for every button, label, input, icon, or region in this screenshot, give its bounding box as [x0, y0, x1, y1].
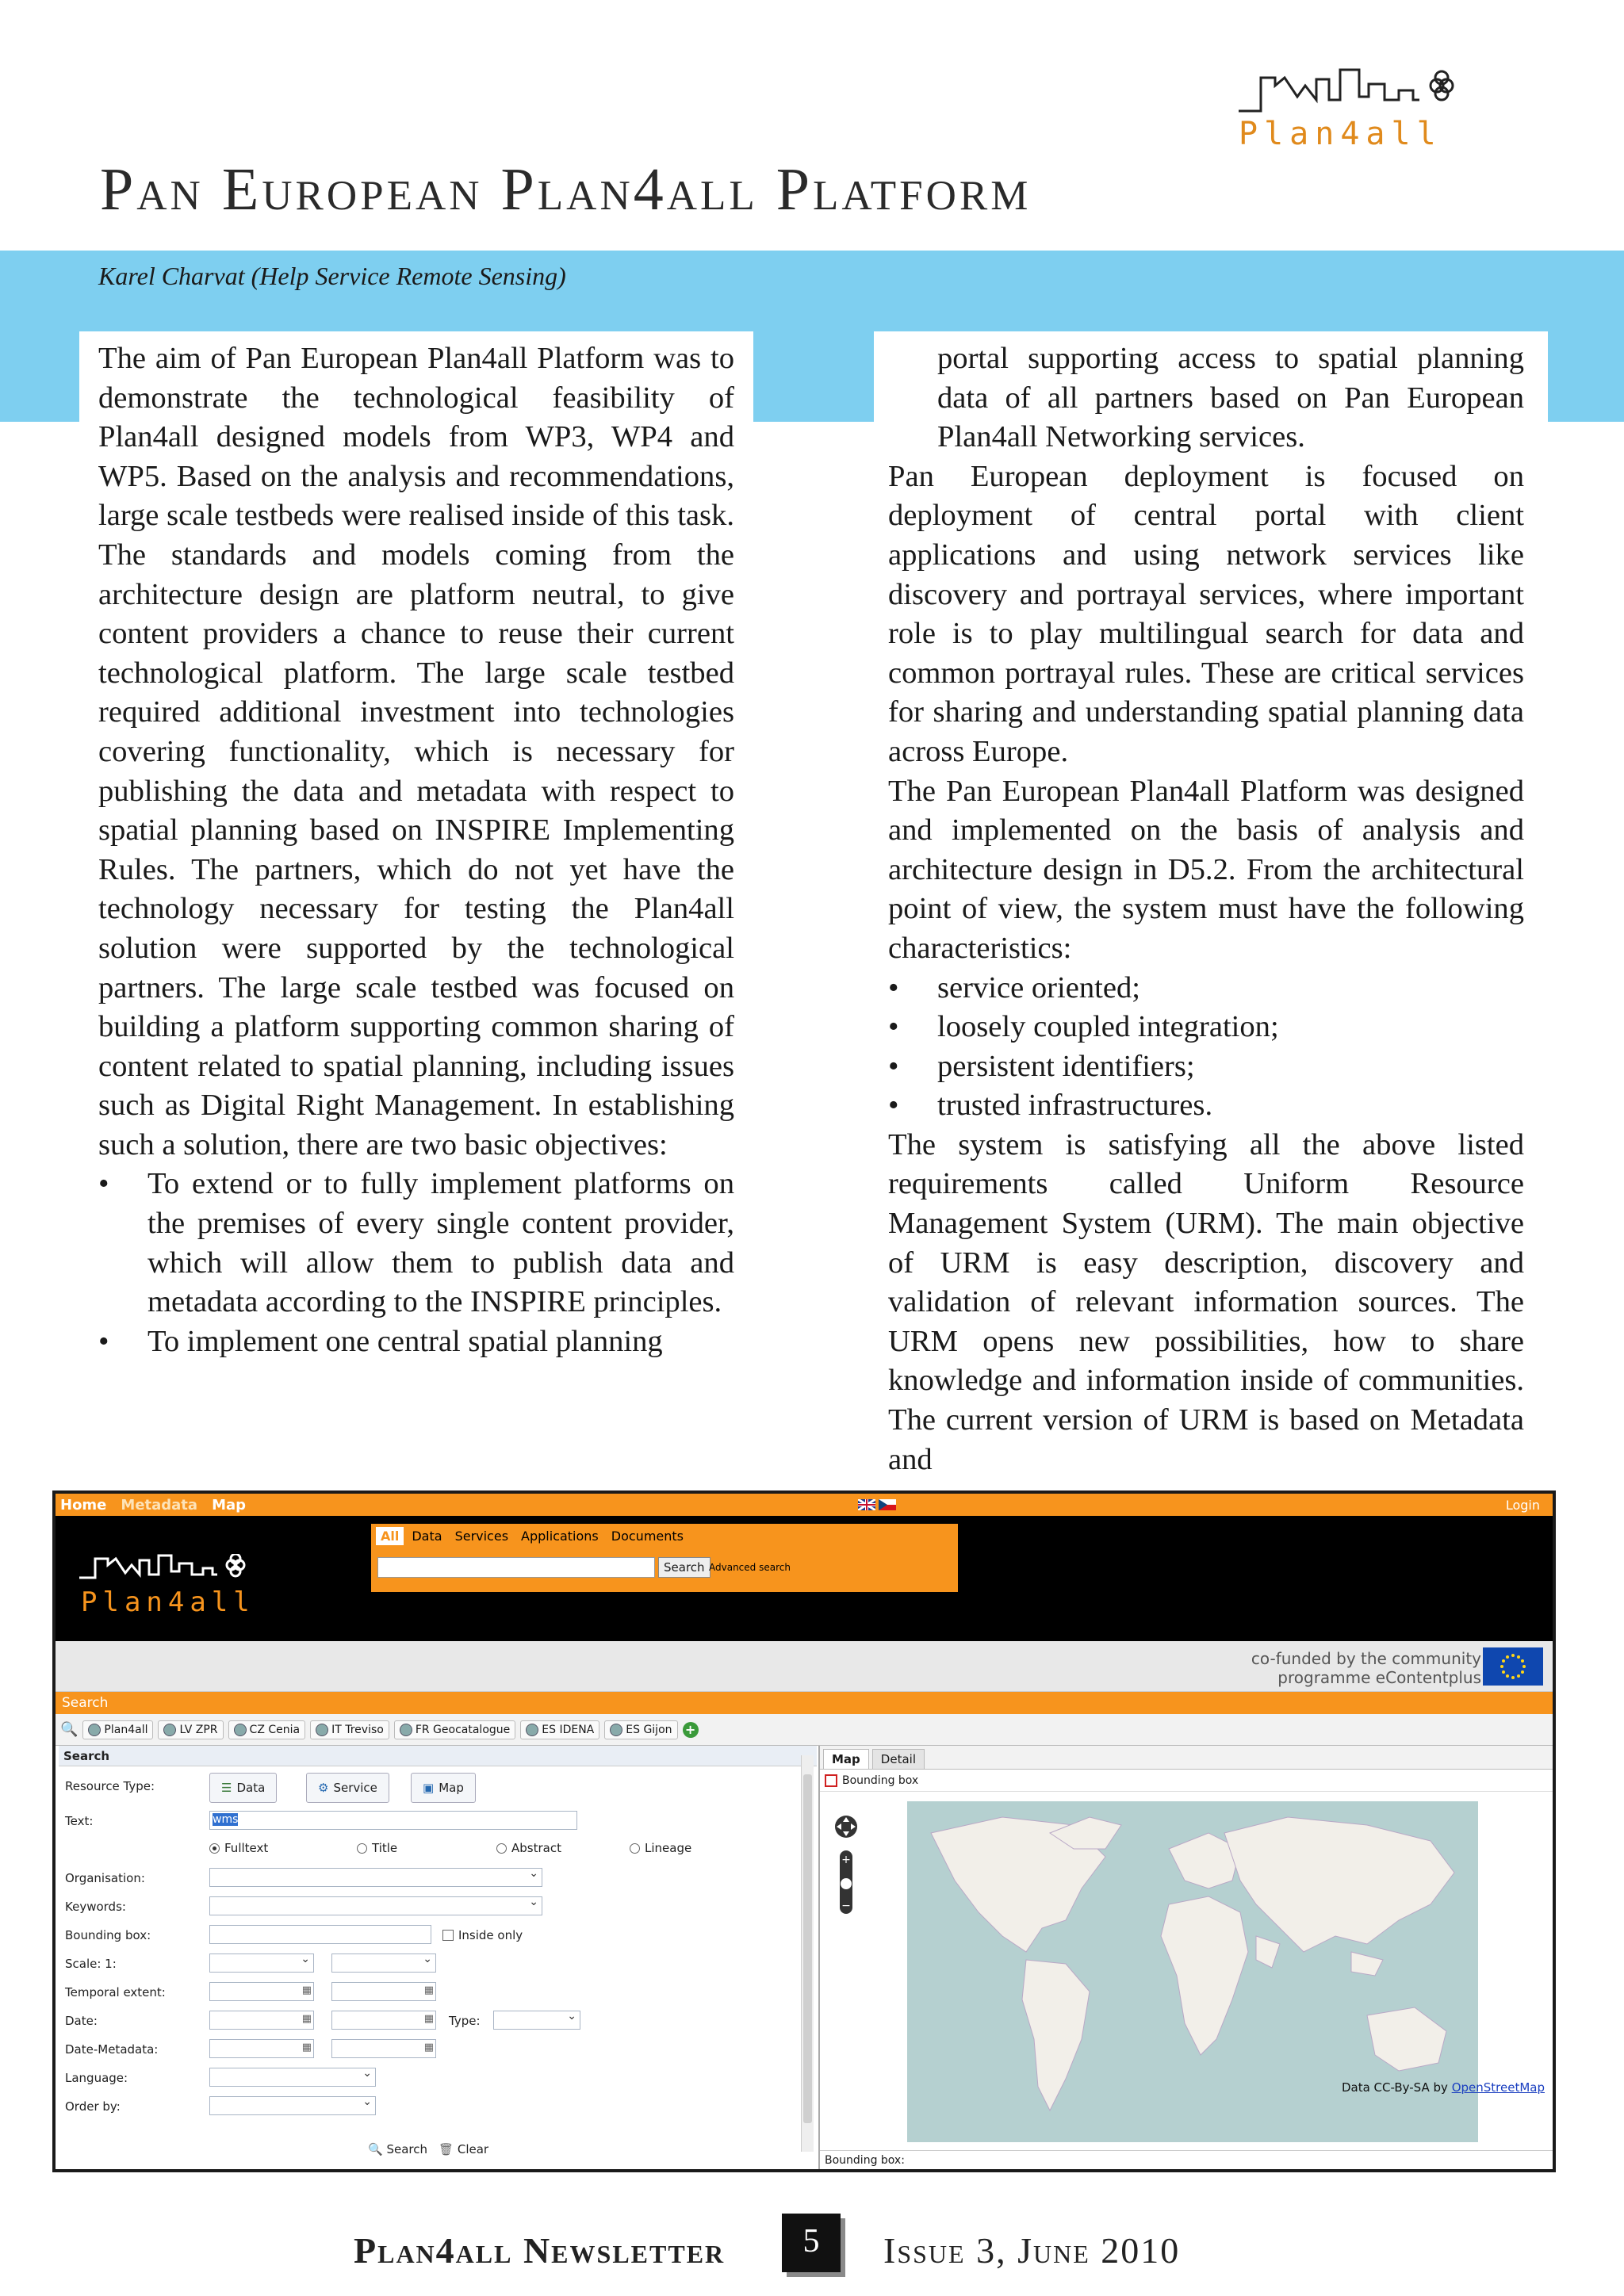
bounding-box-input[interactable]	[209, 1925, 431, 1944]
uk-flag-icon[interactable]	[858, 1499, 875, 1510]
left-paragraph-1: The aim of Pan European Plan4all Platform was to demonstrate the technological feasibility of Plan4all designed models from WP3, WP4 and WP5. Based on the analysis and recommendations, large scale testbeds were realised inside of this task. The standards and models coming from the architecture design are platform neutral, to give content providers a chance to reuse their current technological platform. The large scale testbed required additional investment into technologies covering functionality, which is necessary for publishing the data and metadata with respect to spatial planning based on INSPIRE Implementing Rules. The partners, which do not yet have the technology necessary for testing the Plan4all solution were supported by the technological partners. The large scale testbed was focused on building a platform supporting common sharing of content related to spatial planning, including issues such as Digital Right Management. In establishing such a solution, there are two basic objectives:	[98, 342, 734, 1161]
svg-text:−: −	[841, 1900, 851, 1912]
date-to-input[interactable]	[331, 2011, 436, 2030]
form-actions	[368, 2142, 488, 2156]
right-bullet-3: • persistent identifiers;	[888, 1049, 1195, 1083]
temporal-extent-label: Temporal extent:	[65, 1985, 166, 1999]
nav-home[interactable]: Home	[60, 1496, 107, 1513]
search-section-bar: Search	[56, 1692, 1553, 1714]
globe-icon	[163, 1724, 176, 1736]
right-paragraph-3: The system is satisfying all the above listed requirements called Uniform Resource Management System (URM). The main objective of URM is easy description, discovery and validation of relevant information sources. The URM opens new possibilities, how to share knowledge and information inside of communities. The current version of URM is based on Metadata and	[888, 1127, 1524, 1476]
tab-detail[interactable]: Detail	[872, 1749, 925, 1769]
trash-icon: 🗑	[439, 2142, 454, 2156]
search-form-heading: Search	[59, 1746, 817, 1766]
catalogue-plan4all[interactable]: Plan4all	[82, 1720, 153, 1739]
right-bullet-4: • trusted infrastructures.	[888, 1089, 1213, 1123]
catalogue-es-idena[interactable]: ES IDENA	[520, 1720, 599, 1739]
portal-search-box	[371, 1524, 958, 1592]
right-paragraph-2: The Pan European Plan4all Platform was designed and implemented on the basis of analysis and architecture design in D5.2. From the architectural point of view, the system must have the following characteristics:	[888, 774, 1524, 965]
bounding-box-label: Bounding box:	[65, 1928, 151, 1942]
resource-type-label: Resource Type:	[65, 1779, 155, 1793]
add-catalogue-icon[interactable]: +	[683, 1722, 699, 1738]
inside-only-checkbox[interactable]: Inside only	[442, 1928, 523, 1942]
svg-text:Plan4all: Plan4all	[81, 1586, 255, 1617]
radio-abstract[interactable]: Abstract	[496, 1841, 561, 1855]
search-tab-documents[interactable]: Documents	[611, 1529, 684, 1544]
date-metadata-to-input[interactable]	[331, 2039, 436, 2058]
bullet-marker: •	[98, 1167, 109, 1201]
temporal-from-input[interactable]	[209, 1982, 314, 2001]
keywords-select[interactable]	[209, 1896, 542, 1915]
advanced-search-link[interactable]: Advanced search	[709, 1562, 791, 1573]
text-label: Text:	[65, 1814, 94, 1828]
right-paragraph-1: Pan European deployment is focused on deployment of central portal with client applications and using network services like discovery and portrayal services, where important role is to play multilingual search for data and common portrayal rules. These are critical services for sharing and understanding spatial planning data across Europe.	[888, 459, 1524, 768]
radio-title[interactable]: Title	[357, 1841, 397, 1855]
map-zoom-control[interactable]	[834, 1811, 858, 1922]
globe-icon	[526, 1724, 538, 1736]
scale-max-select[interactable]	[331, 1954, 436, 1973]
portal-search-input[interactable]	[377, 1557, 655, 1578]
bounding-box-tool[interactable]: Bounding box	[820, 1770, 1553, 1792]
newsletter-name: Plan4all Newsletter	[354, 2230, 726, 2271]
map-footer: Bounding box:	[820, 2150, 1553, 2169]
keywords-label: Keywords:	[65, 1900, 126, 1914]
bullet-marker: •	[98, 1324, 109, 1358]
left-bullet-1: • To extend or to fully implement platforms on the premises of every single content provider, which will allow them to publish data and metadata according to the INSPIRE principles.	[98, 1165, 734, 1322]
search-tab-all[interactable]: All	[376, 1527, 404, 1545]
globe-icon	[234, 1724, 247, 1736]
svg-text:Plan4all: Plan4all	[1239, 116, 1442, 149]
portal-nav-bar	[56, 1494, 1553, 1516]
text-input[interactable]: wms	[209, 1811, 577, 1830]
portal-header	[56, 1516, 1553, 1641]
organisation-label: Organisation:	[65, 1871, 145, 1885]
date-from-input[interactable]	[209, 2011, 314, 2030]
svg-text:+: +	[841, 1854, 851, 1866]
catalogue-cz-cenia[interactable]: CZ Cenia	[228, 1720, 306, 1739]
temporal-to-input[interactable]	[331, 1982, 436, 2001]
right-bullet-2: • loosely coupled integration;	[888, 1010, 1279, 1044]
search-tab-data[interactable]: Data	[412, 1529, 442, 1544]
search-form	[59, 1746, 817, 2169]
bounding-box-icon	[825, 1774, 837, 1787]
scale-min-select[interactable]	[209, 1954, 314, 1973]
resource-map-button[interactable]: ▣ Map	[411, 1773, 476, 1803]
openstreetmap-link[interactable]: OpenStreetMap	[1451, 2080, 1545, 2095]
language-flags[interactable]	[858, 1499, 896, 1510]
gear-icon: ⚙	[318, 1781, 329, 1795]
catalogue-fr-geocatalogue[interactable]: FR Geocatalogue	[394, 1720, 515, 1739]
globe-icon	[316, 1724, 328, 1736]
resource-data-button[interactable]: ☰ Data	[209, 1773, 277, 1803]
globe-icon	[88, 1724, 101, 1736]
catalogue-es-gijon[interactable]: ES Gijon	[604, 1720, 677, 1739]
nav-map[interactable]: Map	[212, 1496, 247, 1513]
radio-fulltext[interactable]: Fulltext	[209, 1841, 268, 1855]
language-select[interactable]	[209, 2068, 376, 2087]
resource-service-button[interactable]: ⚙ Service	[306, 1773, 389, 1803]
search-tabs	[371, 1524, 958, 1545]
layers-icon: ☰	[221, 1781, 232, 1795]
form-search-button[interactable]: 🔍 Search	[368, 2142, 428, 2156]
plan4all-logo	[1229, 62, 1530, 149]
monitor-icon: ▣	[423, 1781, 435, 1795]
magnifier-icon[interactable]: 🔍	[60, 1721, 79, 1738]
order-by-select[interactable]	[209, 2096, 376, 2115]
search-icon: 🔍	[368, 2142, 383, 2156]
order-by-label: Order by:	[65, 2099, 121, 2114]
catalogue-lv-zpr[interactable]: LV ZPR	[158, 1720, 223, 1739]
search-tab-services[interactable]: Services	[454, 1529, 509, 1544]
portal-screenshot	[52, 1490, 1556, 2172]
left-bullet-2: • To implement one central spatial planning	[98, 1322, 734, 1362]
issue-info: Issue 3, June 2010	[883, 2230, 1181, 2271]
map-panel	[818, 1746, 1553, 2169]
map-tabs	[820, 1746, 1553, 1770]
form-clear-button[interactable]: 🗑 Clear	[439, 2142, 489, 2156]
date-metadata-from-input[interactable]	[209, 2039, 314, 2058]
organisation-select[interactable]	[209, 1868, 542, 1887]
date-metadata-label: Date-Metadata:	[65, 2042, 159, 2057]
catalogue-it-treviso[interactable]: IT Treviso	[310, 1720, 389, 1739]
author-line: Karel Charvat (Help Service Remote Sensing)	[98, 262, 566, 290]
login-link[interactable]: Login	[1505, 1497, 1540, 1513]
right-continued-bullet: portal supporting access to spatial planning data of all partners based on Pan European Plan4all Networking services.	[937, 342, 1524, 454]
language-label: Language:	[65, 2071, 128, 2085]
form-scrollbar[interactable]	[801, 1755, 814, 2152]
tab-map[interactable]: Map	[823, 1749, 869, 1769]
cz-flag-icon[interactable]	[879, 1499, 896, 1510]
type-select[interactable]	[493, 2011, 580, 2030]
globe-icon	[400, 1724, 412, 1736]
right-bullet-list	[888, 969, 1524, 1126]
left-column	[98, 339, 734, 1361]
left-bullet-list	[98, 1165, 734, 1361]
globe-icon	[610, 1724, 622, 1736]
page-title: Pan European Plan4all Platform	[100, 156, 1032, 223]
scale-label: Scale: 1:	[65, 1957, 117, 1971]
date-label: Date:	[65, 2014, 98, 2028]
search-tab-applications[interactable]: Applications	[521, 1529, 599, 1544]
page-number: 5	[782, 2214, 841, 2272]
cofund-bar	[56, 1641, 1553, 1692]
right-bullet-1: • service oriented;	[888, 970, 1140, 1004]
right-column	[888, 339, 1524, 1479]
eu-flag-icon	[1483, 1647, 1543, 1686]
radio-lineage[interactable]: Lineage	[630, 1841, 691, 1855]
type-label: Type:	[449, 2014, 481, 2028]
nav-metadata[interactable]: Metadata	[121, 1496, 198, 1513]
cofund-text: co-funded by the community programme eContentplus	[1251, 1649, 1481, 1687]
portal-logo	[76, 1554, 330, 1617]
map-attribution: Data CC-By-SA by OpenStreetMap	[1341, 2080, 1545, 2095]
portal-search-button[interactable]: Search	[658, 1557, 710, 1578]
catalogue-tabs	[56, 1714, 1553, 1746]
